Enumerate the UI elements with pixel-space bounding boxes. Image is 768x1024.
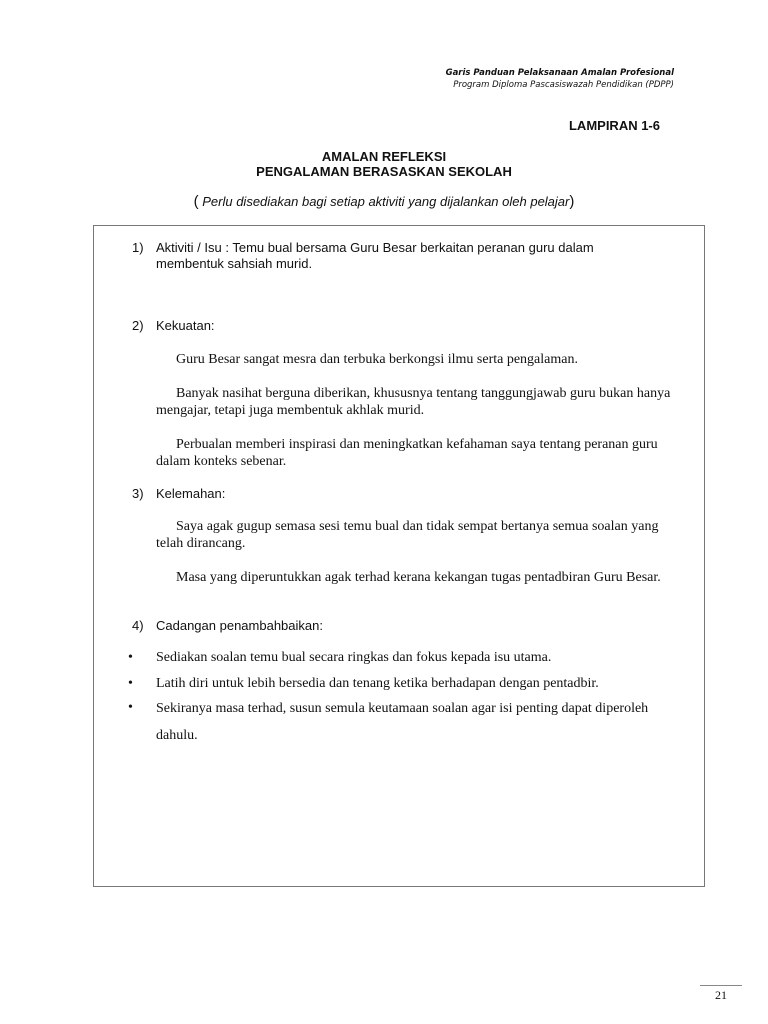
strength-paragraph: Perbualan memberi inspirasi dan meningkatkan kefahaman saya tentang peranan guru dalam konteks sebenar. <box>156 437 658 469</box>
section-number: 3) <box>132 486 144 501</box>
page-number: 21 <box>715 988 727 1002</box>
improvement-item <box>128 650 688 666</box>
section-improvements <box>132 618 656 634</box>
strength-paragraph: Guru Besar sangat mesra dan terbuka berkongsi ilmu serta pengalaman. <box>176 352 578 367</box>
section-text: Kelemahan: <box>156 486 226 501</box>
weakness-paragraph: Masa yang diperuntukkan agak terhad kerana kekangan tugas pentadbiran Guru Besar. <box>176 570 661 585</box>
section-weaknesses <box>132 486 656 502</box>
document-subtitle: PENGALAMAN BERASASKAN SEKOLAH <box>256 164 512 179</box>
bullet-dot: • <box>128 650 133 665</box>
weakness-paragraph: Saya agak gugup semasa sesi temu bual dan tidak sempat bertanya semua soalan yang telah dirancang. <box>156 519 659 551</box>
appendix-label: LAMPIRAN 1-6 <box>568 118 660 133</box>
section-number: 1) <box>132 240 144 255</box>
improvement-item <box>128 695 688 749</box>
improvement-text: Sekiranya masa terhad, susun semula keutamaan soalan agar isi penting dapat diperoleh dahulu. <box>156 701 649 743</box>
document-title: AMALAN REFLEKSI <box>321 149 447 164</box>
section-text: Aktiviti / Isu : Temu bual bersama Guru Besar berkaitan peranan guru dalam membentuk sahsiah murid. <box>156 240 594 271</box>
section-text: Cadangan penambahbaikan: <box>156 618 323 633</box>
improvement-item <box>128 676 688 692</box>
page-number-rule <box>700 985 742 986</box>
improvement-text: Sediakan soalan temu bual secara ringkas dan fokus kepada isu utama. <box>156 650 552 665</box>
running-header-program: Program Diploma Pascasiswazah Pendidikan (PDPP) <box>453 80 674 90</box>
bullet-dot: • <box>128 700 133 715</box>
strength-paragraph: Banyak nasihat berguna diberikan, khususnya tentang tanggungjawab guru bukan hanya mengajar, tetapi juga membentuk akhlak murid. <box>156 386 671 418</box>
section-activity <box>132 240 656 272</box>
section-number: 2) <box>132 318 144 333</box>
section-text: Kekuatan: <box>156 318 215 333</box>
close-paren: ) <box>569 193 575 210</box>
open-paren: ( <box>193 193 199 210</box>
bullet-dot: • <box>128 676 133 691</box>
instruction-note <box>0 193 768 210</box>
improvement-text: Latih diri untuk lebih bersedia dan tenang ketika berhadapan dengan pentadbir. <box>156 676 599 691</box>
running-header-title: Garis Panduan Pelaksanaan Amalan Profesional <box>445 68 674 78</box>
section-strengths <box>132 318 656 334</box>
section-number: 4) <box>132 618 144 633</box>
instruction-text: Perlu disediakan bagi setiap aktiviti yang dijalankan oleh pelajar <box>198 194 570 209</box>
